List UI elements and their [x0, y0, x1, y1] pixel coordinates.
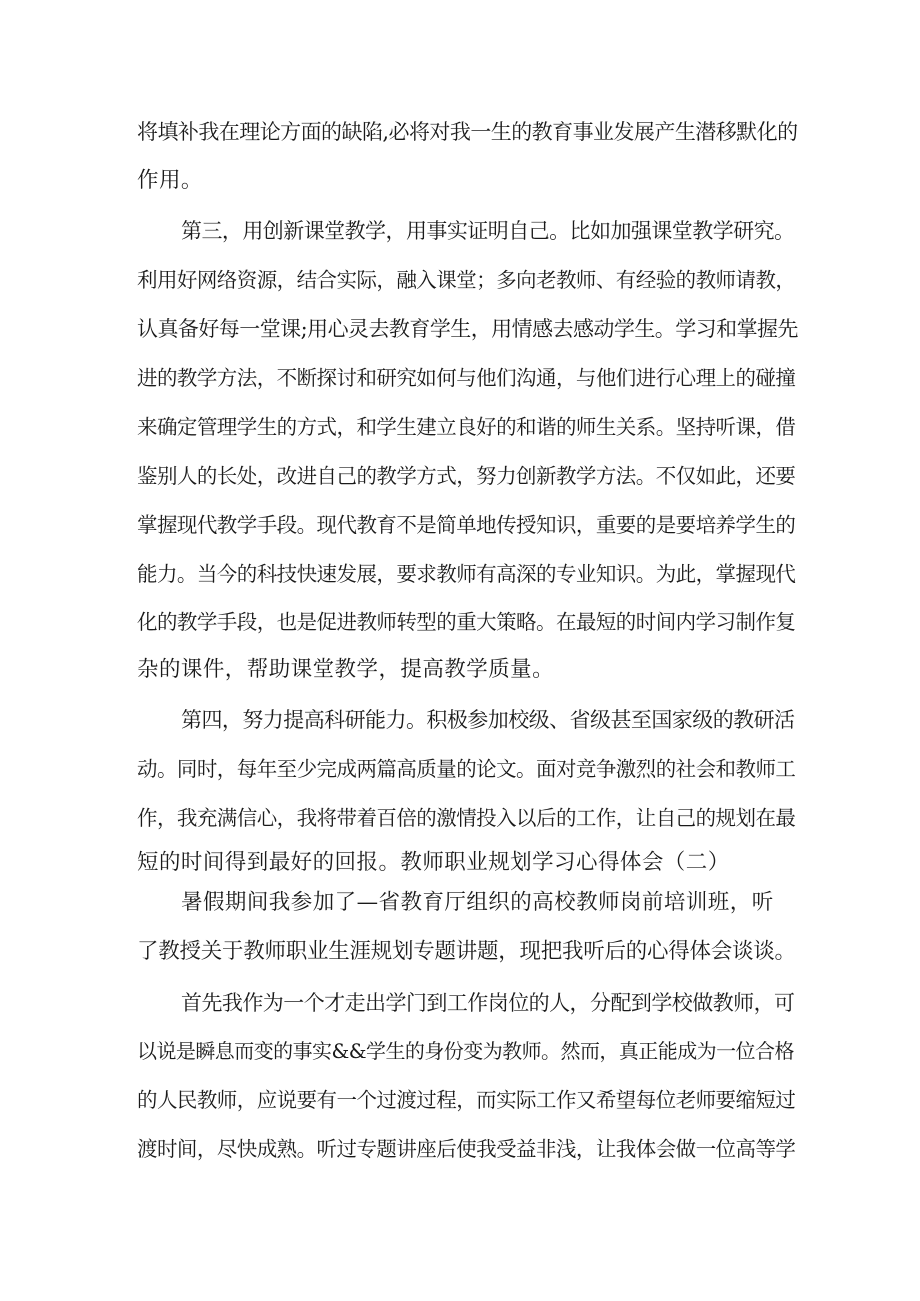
text-line: 作，我充满信心，我将带着百倍的激情投入以后的工作，让自己的规划在最 [137, 806, 796, 830]
text-line: 利用好网络资源，结合实际，融入课堂；多向老教师、有经验的教师请教， [137, 268, 796, 292]
text-line: 鉴别人的长处，改进自己的教学方式，努力创新教学方法。不仅如此，还要 [137, 464, 796, 488]
text-line: 作用。 [137, 168, 203, 193]
text-line: 来确定管理学生的方式，和学生建立良好的和谐的师生关系。坚持听课，借 [137, 415, 796, 439]
text-line: 进的教学方法，不断探讨和研究如何与他们沟通，与他们进行心理上的碰撞 [137, 366, 796, 390]
text-line: 认真备好每一堂课;用心灵去教育学生，用情感去感动学生。学习和掌握先 [137, 317, 798, 341]
text-line: 化的教学手段，也是促进教师转型的重大策略。在最短的时间内学习制作复 [137, 610, 796, 634]
text-line: 掌握现代教学手段。现代教育不是简单地传授知识，重要的是要培养学生的 [137, 513, 796, 537]
paragraph-start-line: 第三，用创新课堂教学，用事实证明自己。比如加强课堂教学研究。 [181, 219, 795, 243]
text-line: 短的时间得到最好的回报。教师职业规划学习心得体会（二） [137, 850, 730, 875]
text-line: 杂的课件，帮助课堂教学，提高教学质量。 [137, 657, 555, 682]
text-line: 以说是瞬息而变的事实&&学生的身份变为教师。然而，真正能成为一位合格 [137, 1039, 794, 1063]
text-line: 了教授关于教师职业生涯规划专题讲题，现把我听后的心得体会谈谈。 [137, 939, 796, 964]
text-line: 的人民教师，应说要有一个过渡过程，而实际工作又希望每位老师要缩短过 [137, 1088, 796, 1112]
paragraph-start-line: 首先我作为一个才走出学门到工作岗位的人，分配到学校做教师，可 [181, 991, 795, 1015]
text-line: 将填补我在理论方面的缺陷,必将对我一生的教育事业发展产生潜移默化的 [137, 120, 798, 144]
paragraph-start-line: 第四，努力提高科研能力。积极参加校级、省级甚至国家级的教研活 [181, 708, 795, 732]
paragraph-start-line: 暑假期间我参加了—省教育厅组织的高校教师岗前培训班，听 [181, 890, 774, 915]
text-line: 动。同时，每年至少完成两篇高质量的论文。面对竞争激烈的社会和教师工 [137, 757, 796, 781]
text-line: 能力。当今的科技快速发展，要求教师有高深的专业知识。为此，掌握现代 [137, 562, 796, 586]
text-line: 渡时间，尽快成熟。听过专题讲座后使我受益非浅，让我体会做一位高等学 [137, 1137, 796, 1161]
